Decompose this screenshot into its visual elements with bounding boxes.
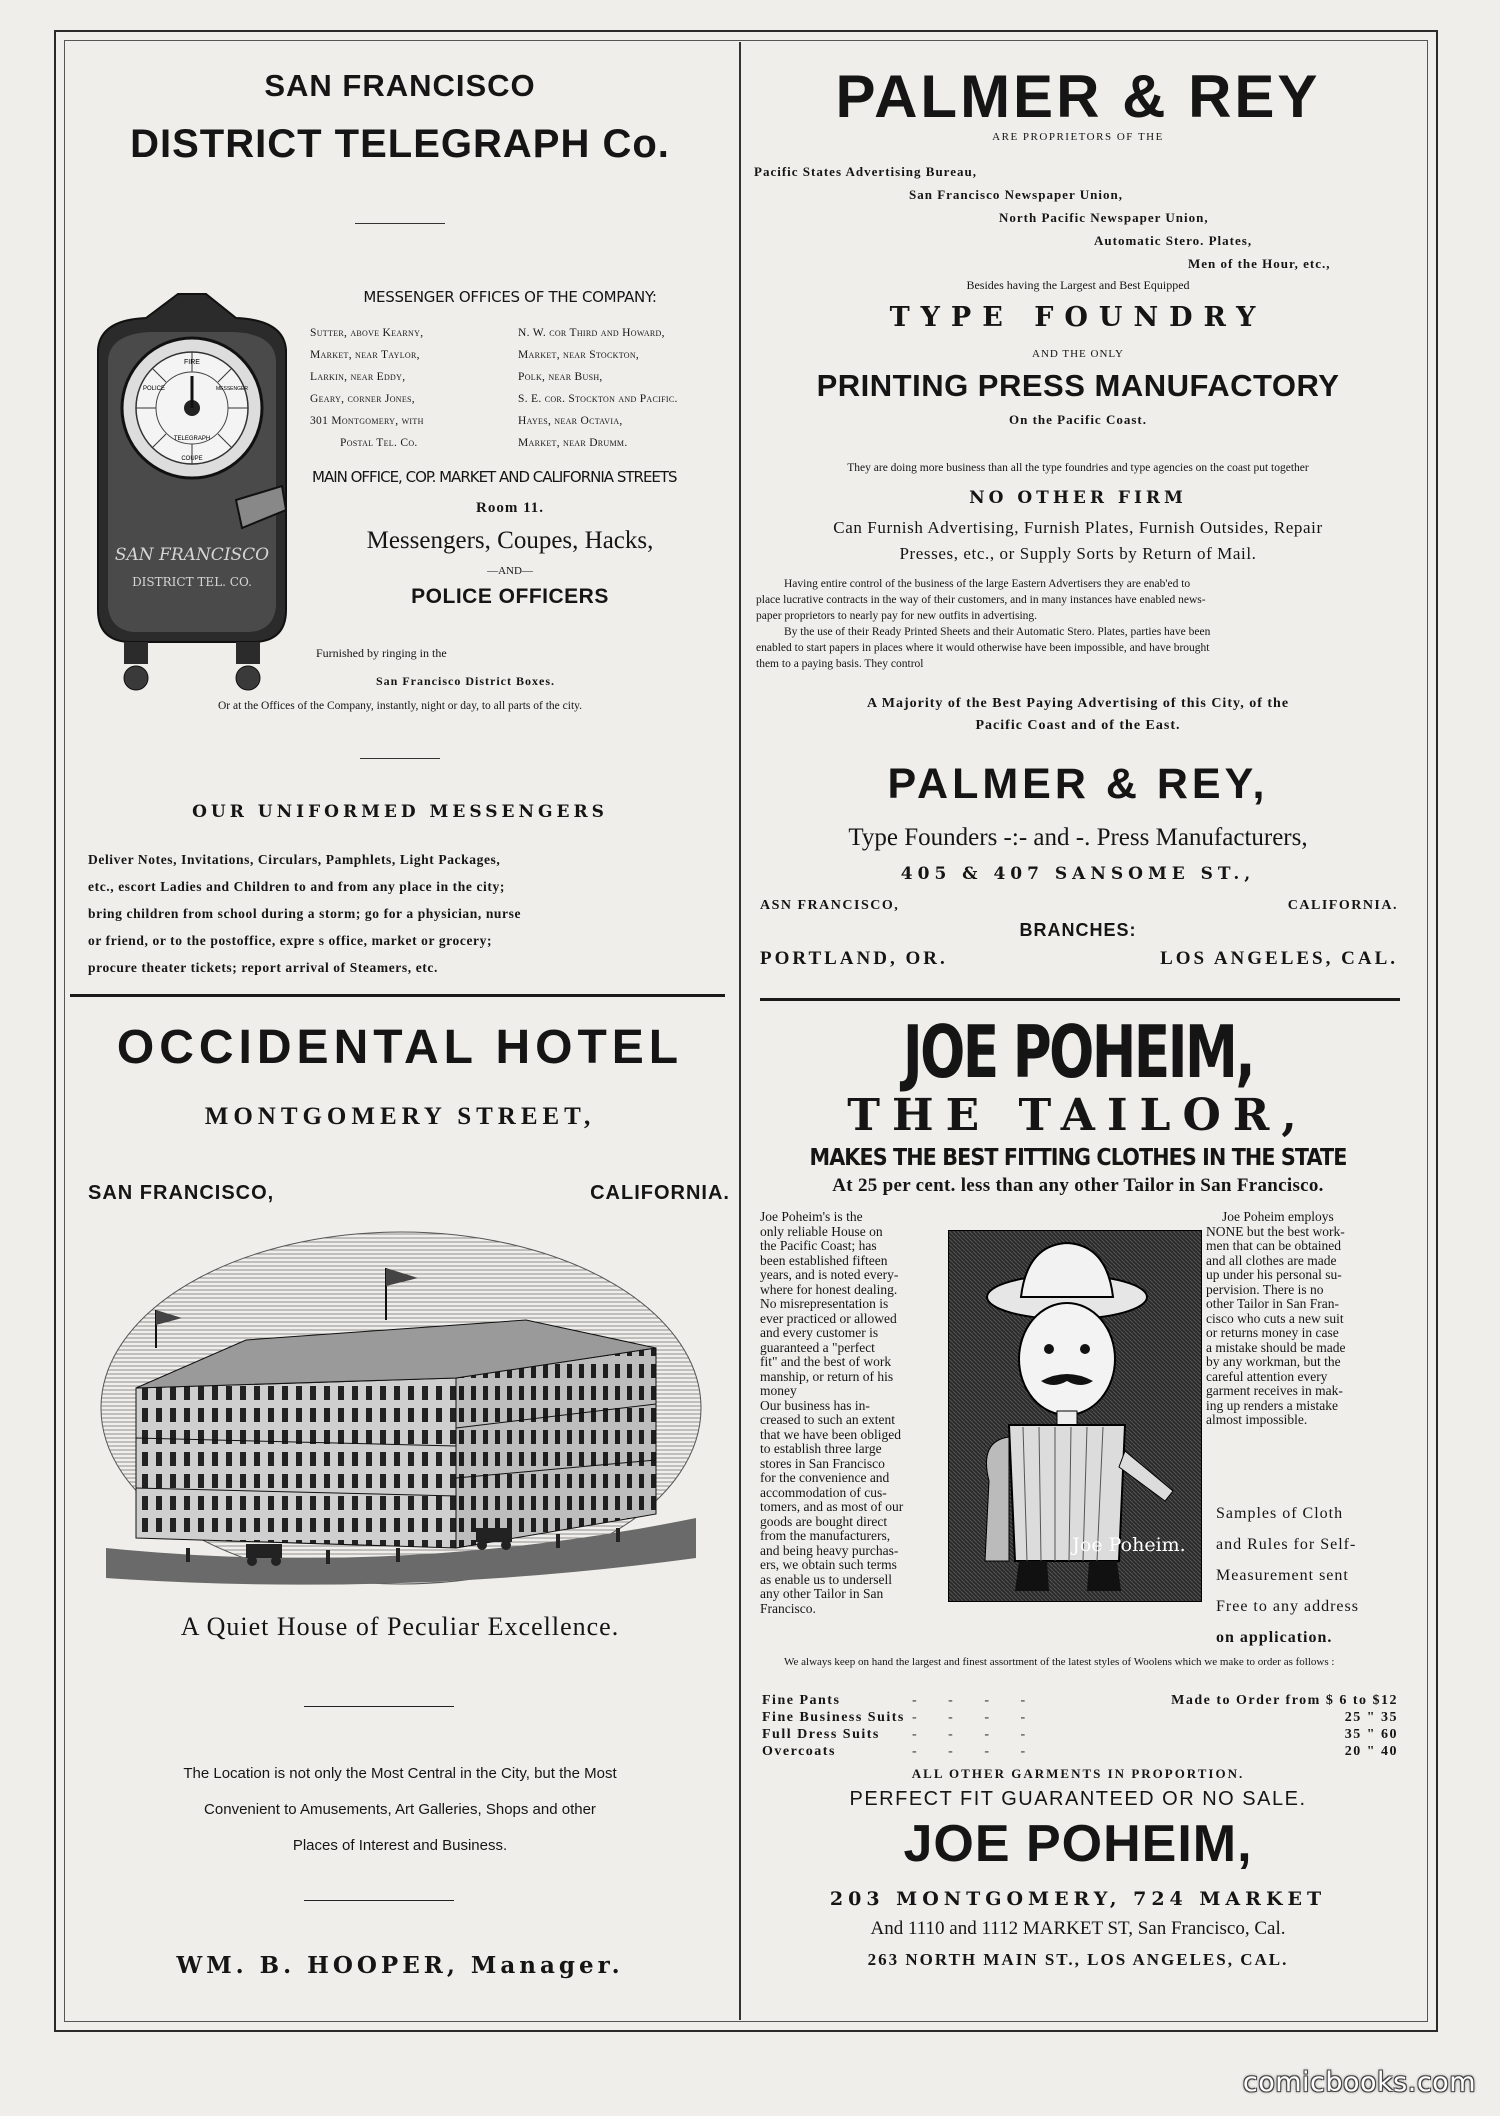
- copy-line: up under his personal su-: [1206, 1267, 1342, 1282]
- uniformed-description: [88, 846, 728, 981]
- copy-line: the Pacific Coast; has: [760, 1238, 877, 1253]
- telegraph-rule: [355, 223, 445, 224]
- proprietorship-item: San Francisco Newspaper Union,: [909, 187, 1123, 202]
- samples-line: Free to any address: [1216, 1598, 1359, 1615]
- copy-line: where for honest dealing.: [760, 1281, 898, 1297]
- branch-portland: PORTLAND, OR.: [760, 948, 948, 969]
- copy-line: only reliable House on: [760, 1223, 883, 1239]
- and-only-line: AND THE ONLY: [1032, 348, 1124, 360]
- dial-label-messenger: MESSENGER: [216, 386, 248, 392]
- hotel-rule-1: [304, 1706, 454, 1707]
- no-other-firm: NO OTHER FIRM: [969, 488, 1187, 508]
- copy-line: and every customer is: [760, 1325, 879, 1340]
- guarantee-line: PERFECT FIT GUARANTEED OR NO SALE.: [849, 1788, 1307, 1810]
- copy-line: money: [760, 1383, 797, 1398]
- office-address: Market, near Drumm.: [518, 437, 628, 449]
- samples-line: Samples of Cloth: [1216, 1505, 1344, 1522]
- poheim-address-1: 203 MONTGOMERY, 724 MARKET: [829, 1888, 1327, 1910]
- district-boxes: San Francisco District Boxes.: [376, 674, 555, 688]
- price-row: Overcoats - - - - 20 " 40: [762, 1744, 1398, 1759]
- samples-line: on application.: [1216, 1629, 1333, 1646]
- uniformed-line: Deliver Notes, Invitations, Circulars, Pamphlets, Light Packages,: [88, 852, 501, 867]
- hotel-manager: WM. B. HOOPER, Manager.: [176, 1952, 624, 1979]
- uniformed-heading: OUR UNIFORMED MESSENGERS: [192, 802, 608, 822]
- office-address: S. E. cor. Stockton and Pacific.: [518, 393, 678, 405]
- hotel-city: SAN FRANCISCO,: [88, 1182, 275, 1204]
- main-office: MAIN OFFICE, COP. MARKET AND CALIFORNIA STREETS: [312, 468, 677, 486]
- copy-line: men that can be obtained: [1206, 1238, 1341, 1253]
- portrait-caption: Joe Poheim.: [1072, 1534, 1186, 1556]
- office-address: 301 Montgomery, with: [310, 415, 424, 427]
- office-address: Market, near Taylor,: [310, 349, 420, 361]
- copy-line: accommodation of cus-: [760, 1484, 887, 1500]
- copy-line: garment receives in mak-: [1206, 1383, 1343, 1398]
- office-address: N. W. cor Third and Howard,: [518, 327, 665, 339]
- copy-line: by any workman, but the: [1206, 1354, 1341, 1369]
- control-paragraph: [756, 576, 1402, 672]
- copy-line: careful attention every: [1206, 1368, 1328, 1384]
- telegraph-ad: [70, 60, 730, 990]
- poheim-title-2: JOE POHEIM,: [903, 1815, 1253, 1873]
- makes-best-line: MAKES THE BEST FITTING CLOTHES IN THE STATE: [809, 1145, 1347, 1171]
- copy-line: any other Tailor in San: [760, 1586, 884, 1601]
- poheim-address-2: And 1110 and 1112 MARKET ST, San Francisco, Cal.: [870, 1918, 1286, 1939]
- copy-line: manship, or return of his: [760, 1368, 894, 1384]
- device-label-bottom: DISTRICT TEL. CO.: [132, 575, 252, 589]
- location-line: The Location is not only the Most Central in the City, but the Most: [183, 1765, 617, 1782]
- copy-line: Joe Poheim's is the: [760, 1209, 863, 1224]
- type-foundry: TYPE FOUNDRY: [889, 302, 1267, 333]
- hotel-location-text: [70, 1756, 730, 1864]
- hotel-rule-2: [304, 1900, 454, 1901]
- samples-line: Measurement sent: [1216, 1567, 1349, 1584]
- location-line: Convenient to Amusements, Art Galleries, Shops and other: [204, 1801, 596, 1818]
- offices-note: Or at the Offices of the Company, instantly, night or day, to all parts of the city.: [217, 700, 583, 712]
- hotel-state: CALIFORNIA.: [590, 1182, 730, 1204]
- paragraph-line: place lucrative contracts in the way of their customers, and in many instances have enabled news-: [756, 594, 1206, 606]
- hotel-tagline: A Quiet House of Peculiar Excellence.: [180, 1612, 620, 1641]
- location-line: Places of Interest and Business.: [292, 1837, 508, 1854]
- branches-label: BRANCHES:: [1019, 920, 1137, 940]
- price-row: Fine Pants - - - - Made to Order from $ 6 to $12: [762, 1693, 1398, 1708]
- samples-offer: [1216, 1498, 1401, 1653]
- copy-line: almost impossible.: [1206, 1412, 1308, 1427]
- poheim-title: JOE POHEIM,: [902, 1010, 1254, 1094]
- printing-press-title: PRINTING PRESS MANUFACTORY: [816, 368, 1340, 403]
- besides-line: Besides having the Largest and Best Equipped: [966, 278, 1190, 292]
- copy-line: years, and is noted every-: [760, 1267, 899, 1282]
- poheim-address-3: 263 NORTH MAIN ST., LOS ANGELES, CAL.: [867, 1950, 1289, 1969]
- dial-label-police: POLICE: [142, 386, 166, 392]
- founders-line: Type Founders -:- and -. Press Manufacturers,: [848, 824, 1308, 851]
- dial-label-fire: FIRE: [184, 359, 200, 366]
- price-table: [762, 1692, 1398, 1760]
- price-item: Overcoats: [762, 1744, 836, 1759]
- paragraph-line: them to a paying basis. They control: [756, 658, 924, 670]
- left-copy: [760, 1210, 950, 1616]
- telegraph-title-line2: DISTRICT TELEGRAPH Co.: [130, 122, 670, 166]
- all-other-garments: ALL OTHER GARMENTS IN PROPORTION.: [911, 1766, 1245, 1781]
- hotel-engraving: [96, 1228, 706, 1588]
- always-keep-note: We always keep on hand the largest and finest assortment of the latest styles of Woolens which we make to order as follows :: [784, 1656, 1335, 1668]
- price-row: Full Dress Suits - - - - 35 " 60: [762, 1727, 1398, 1742]
- copy-line: ers, we obtain such terms: [760, 1557, 897, 1572]
- percent-line: At 25 per cent. less than any other Tailor in San Francisco.: [832, 1175, 1324, 1196]
- palmer-title-2: PALMER & REY,: [887, 760, 1269, 808]
- copy-line: tomers, and as most of our: [760, 1499, 904, 1514]
- services-line: Messengers, Coupes, Hacks,: [366, 527, 654, 554]
- copy-line: and being heavy purchas-: [760, 1542, 899, 1558]
- majority-line-2: Pacific Coast and of the East.: [975, 718, 1181, 733]
- copy-line: Our business has in-: [760, 1397, 870, 1413]
- offices-heading: MESSENGER OFFICES OF THE COMPANY:: [363, 288, 657, 306]
- paragraph-line: By the use of their Ready Printed Sheets and their Automatic Stero. Plates, parties have been: [784, 626, 1211, 638]
- copy-line: and all clothes are made: [1206, 1252, 1337, 1268]
- proprietorship-list: [754, 160, 1402, 275]
- telegraph-title-line1: SAN FRANCISCO: [264, 68, 536, 103]
- majority-line-1: A Majority of the Best Paying Advertising of this City, of the: [866, 696, 1290, 711]
- police-officers: POLICE OFFICERS: [411, 585, 609, 608]
- call-box-icon: [86, 290, 298, 705]
- uniformed-line: procure theater tickets; report arrival of Steamers, etc.: [88, 960, 438, 975]
- can-furnish-line: Can Furnish Advertising, Furnish Plates, Furnish Outsides, Repair: [833, 518, 1323, 537]
- device-label-top: SAN FRANCISCO: [114, 545, 270, 565]
- office-address: Postal Tel. Co.: [340, 437, 418, 449]
- presses-line: Presses, etc., or Supply Sorts by Return of Mail.: [899, 544, 1257, 563]
- copy-line: other Tailor in San Fran-: [1206, 1296, 1340, 1311]
- office-address: Sutter, above Kearny,: [310, 327, 424, 339]
- copy-line: from the manufacturers,: [760, 1528, 891, 1543]
- branch-los-angeles: LOS ANGELES, CAL.: [1160, 948, 1398, 969]
- proprietorship-item: Pacific States Advertising Bureau,: [754, 164, 977, 179]
- doing-more-line: They are doing more business than all the type foundries and type agencies on the coast put together: [847, 462, 1309, 474]
- copy-line: Francisco.: [760, 1600, 816, 1616]
- offices-left: [310, 322, 515, 454]
- proprietorship-item: Automatic Stero. Plates,: [1094, 233, 1253, 248]
- office-address: Geary, corner Jones,: [310, 393, 415, 405]
- price-item: Full Dress Suits: [762, 1727, 880, 1742]
- copy-line: goods are bought direct: [760, 1513, 888, 1529]
- copy-line: pervision. There is no: [1206, 1281, 1324, 1297]
- copy-line: been established fifteen: [760, 1252, 888, 1268]
- price-range: 25 " 35: [1344, 1710, 1398, 1725]
- copy-line: for the convenience and: [760, 1470, 890, 1485]
- room-number: Room 11.: [476, 500, 544, 516]
- sansome-address: 405 & 407 SANSOME ST.,: [900, 864, 1256, 884]
- joe-poheim-ad: [748, 1006, 1408, 2026]
- telegraph-rule-2: [360, 758, 440, 759]
- occidental-hotel-ad: [70, 1006, 730, 2026]
- the-tailor: THE TAILOR,: [847, 1090, 1309, 1141]
- office-address: Polk, near Bush,: [518, 371, 603, 383]
- copy-line: to establish three large: [760, 1441, 882, 1456]
- price-item: Fine Pants: [762, 1693, 841, 1708]
- price-row: Fine Business Suits - - - - 25 " 35: [762, 1710, 1398, 1725]
- right-copy: [1206, 1210, 1396, 1428]
- copy-line: NONE but the best work-: [1206, 1223, 1345, 1239]
- proprietorship-item: Men of the Hour, etc.,: [1188, 256, 1331, 271]
- price-range: 20 " 40: [1344, 1744, 1398, 1759]
- price-item: Fine Business Suits: [762, 1710, 905, 1725]
- offices-right: [518, 322, 733, 454]
- office-address: Hayes, near Octavia,: [518, 415, 623, 427]
- hotel-street: MONTGOMERY STREET,: [204, 1103, 596, 1130]
- poheim-portrait: [948, 1230, 1202, 1602]
- column-divider: [739, 42, 741, 2020]
- and-separator: —AND—: [487, 565, 533, 577]
- copy-line: ing up renders a mistake: [1206, 1397, 1338, 1413]
- paragraph-line: enabled to start papers in places where it would otherwise have been impossible, and have brought: [756, 642, 1210, 654]
- copy-line: guaranteed a "perfect: [760, 1339, 875, 1355]
- proprietorship-item: North Pacific Newspaper Union,: [999, 210, 1209, 225]
- paragraph-line: paper proprietors to nearly pay for new outfits in advertising.: [756, 610, 1038, 622]
- palmer-city: ASN FRANCISCO,: [760, 898, 900, 913]
- samples-line: and Rules for Self-: [1216, 1536, 1357, 1553]
- uniformed-line: or friend, or to the postoffice, expre s office, market or grocery;: [88, 933, 493, 948]
- copy-line: that we have been obliged: [760, 1426, 901, 1442]
- dial-label-coupe: COUPE: [181, 456, 203, 462]
- furnished-line: Furnished by ringing in the: [316, 646, 447, 660]
- pacific-coast-line: On the Pacific Coast.: [1009, 412, 1147, 427]
- paragraph-line: Having entire control of the business of the large Eastern Advertisers they are enab'ed to: [784, 578, 1191, 590]
- copy-line: or returns money in case: [1206, 1325, 1339, 1340]
- right-column-rule: [760, 998, 1400, 1001]
- office-address: Market, near Stockton,: [518, 349, 640, 361]
- watermark-text: comicbooks.com: [1242, 2067, 1476, 2098]
- copy-line: as enable us to undersell: [760, 1571, 892, 1587]
- hotel-title: OCCIDENTAL HOTEL: [116, 1021, 684, 1074]
- copy-line: creased to such an extent: [760, 1412, 895, 1427]
- proprietors-line: ARE PROPRIETORS OF THE: [992, 131, 1164, 143]
- uniformed-line: bring children from school during a storm; go for a physician, nurse: [88, 906, 522, 921]
- palmer-rey-ad: [748, 56, 1408, 991]
- dial-label-telegraph: TELEGRAPH: [173, 436, 211, 442]
- uniformed-line: etc., escort Ladies and Children to and from any place in the city;: [88, 879, 505, 894]
- copy-line: No misrepresentation is: [760, 1296, 889, 1311]
- copy-line: ever practiced or allowed: [760, 1310, 897, 1326]
- copy-line: fit" and the best of work: [760, 1354, 892, 1369]
- price-range: Made to Order from $ 6 to $12: [1171, 1693, 1398, 1708]
- copy-line: stores in San Francisco: [760, 1455, 885, 1471]
- palmer-state: CALIFORNIA.: [1287, 898, 1398, 913]
- palmer-title: PALMER & REY: [835, 63, 1321, 130]
- price-range: 35 " 60: [1344, 1727, 1398, 1742]
- copy-line: cisco who cuts a new suit: [1206, 1310, 1344, 1326]
- copy-line: Joe Poheim employs: [1222, 1209, 1334, 1224]
- copy-line: a mistake should be made: [1206, 1339, 1346, 1355]
- office-address: Larkin, near Eddy,: [310, 371, 406, 383]
- left-column-rule: [70, 994, 725, 997]
